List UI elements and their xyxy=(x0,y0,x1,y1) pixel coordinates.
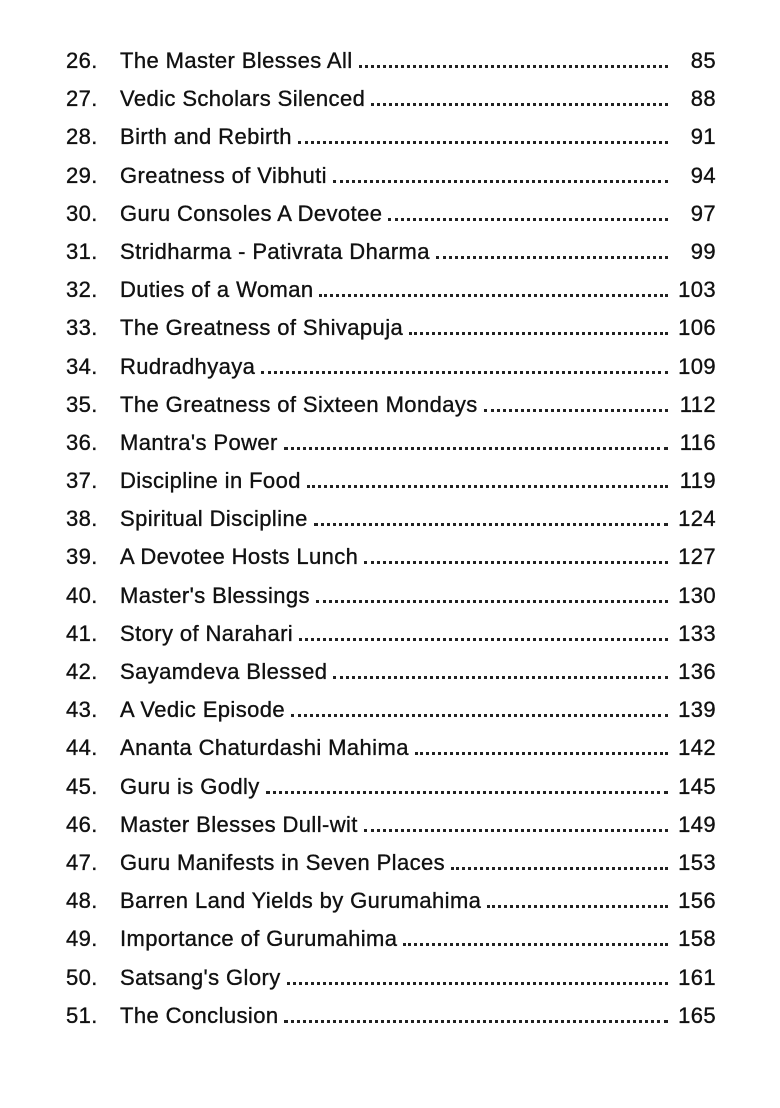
page-number: 119 xyxy=(679,468,716,494)
page-number: 106 xyxy=(678,315,716,341)
dot-leader xyxy=(284,1020,668,1023)
chapter-title: Guru Manifests in Seven Places xyxy=(120,849,446,875)
toc-entry xyxy=(66,697,716,735)
page-number: 112 xyxy=(679,391,716,417)
toc-entry xyxy=(66,583,716,621)
toc-entry xyxy=(66,888,716,926)
chapter-number: 40. xyxy=(66,582,98,608)
chapter-title: A Devotee Hosts Lunch xyxy=(120,544,359,570)
table-of-contents xyxy=(66,48,716,1041)
dot-leader xyxy=(403,943,668,946)
chapter-number: 44. xyxy=(66,735,98,761)
toc-entry xyxy=(66,468,716,506)
page-number: 165 xyxy=(678,1002,716,1028)
chapter-number: 35. xyxy=(66,391,98,417)
page-number: 149 xyxy=(678,811,716,837)
chapter-number: 50. xyxy=(66,964,98,990)
chapter-number: 28. xyxy=(66,124,98,150)
dot-leader xyxy=(359,65,668,68)
chapter-title: Barren Land Yields by Gurumahima xyxy=(120,888,482,914)
dot-leader xyxy=(364,829,668,832)
toc-entry xyxy=(66,659,716,697)
chapter-number: 31. xyxy=(66,238,98,264)
chapter-title: Satsang's Glory xyxy=(120,964,281,990)
toc-entry xyxy=(66,735,716,773)
chapter-title: Spiritual Discipline xyxy=(120,506,308,532)
dot-leader xyxy=(333,180,668,183)
page-number: 139 xyxy=(678,697,716,723)
chapter-title: Story of Narahari xyxy=(120,620,294,646)
dot-leader xyxy=(371,103,668,106)
chapter-title: Guru is Godly xyxy=(120,773,260,799)
chapter-title: Guru Consoles A Devotee xyxy=(120,200,383,226)
chapter-number: 49. xyxy=(66,926,98,952)
chapter-number: 30. xyxy=(66,200,98,226)
chapter-title: Master Blesses Dull-wit xyxy=(120,811,358,837)
chapter-number: 41. xyxy=(66,620,98,646)
toc-entry xyxy=(66,201,716,239)
page-number: 109 xyxy=(678,353,716,379)
toc-entry xyxy=(66,48,716,86)
dot-leader xyxy=(316,600,668,603)
dot-leader xyxy=(364,561,668,564)
page-number: 136 xyxy=(678,659,716,684)
chapter-number: 38. xyxy=(66,506,98,532)
chapter-number: 45. xyxy=(66,773,98,799)
dot-leader xyxy=(284,447,668,450)
dot-leader xyxy=(307,485,668,488)
toc-entry xyxy=(66,965,716,1003)
chapter-number: 51. xyxy=(66,1002,98,1028)
dot-leader xyxy=(299,638,668,641)
dot-leader xyxy=(261,371,668,374)
chapter-number: 39. xyxy=(66,544,98,570)
chapter-number: 47. xyxy=(66,849,98,875)
chapter-number: 33. xyxy=(66,315,98,341)
toc-entry xyxy=(66,1003,716,1041)
chapter-title: The Greatness of Shivapuja xyxy=(120,315,404,341)
dot-leader xyxy=(451,867,668,870)
chapter-title: Vedic Scholars Silenced xyxy=(120,86,366,112)
toc-entry xyxy=(66,430,716,468)
chapter-title: Discipline in Food xyxy=(120,468,301,494)
chapter-number: 32. xyxy=(66,277,98,303)
page-number: 88 xyxy=(690,86,716,112)
toc-entry xyxy=(66,392,716,430)
toc-entry xyxy=(66,86,716,124)
toc-entry xyxy=(66,124,716,162)
page-number: 127 xyxy=(678,544,716,570)
chapter-title: Importance of Gurumahima xyxy=(120,926,398,952)
page-number: 145 xyxy=(678,773,716,799)
page-number: 153 xyxy=(678,849,716,875)
chapter-title: Duties of a Woman xyxy=(120,277,314,303)
chapter-number: 37. xyxy=(66,468,98,494)
page-number: 99 xyxy=(690,238,716,264)
toc-entry xyxy=(66,354,716,392)
toc-entry xyxy=(66,621,716,659)
dot-leader xyxy=(298,141,668,144)
toc-entry xyxy=(66,277,716,315)
chapter-title: The Greatness of Sixteen Mondays xyxy=(120,391,478,417)
page-number: 91 xyxy=(690,124,716,150)
dot-leader xyxy=(409,332,668,335)
chapter-number: 29. xyxy=(66,162,98,188)
chapter-title: Birth and Rebirth xyxy=(120,124,292,150)
chapter-number: 34. xyxy=(66,353,98,379)
chapter-title: Greatness of Vibhuti xyxy=(120,162,327,188)
page-number: 156 xyxy=(678,888,716,914)
chapter-title: The Conclusion xyxy=(120,1002,279,1028)
chapter-number: 26. xyxy=(66,48,98,73)
toc-entry xyxy=(66,315,716,353)
chapter-title: Rudradhyaya xyxy=(120,353,256,379)
toc-entry xyxy=(66,239,716,277)
chapter-number: 48. xyxy=(66,888,98,914)
page-number: 85 xyxy=(690,48,716,73)
page-number: 94 xyxy=(690,162,716,188)
page-number: 142 xyxy=(678,735,716,761)
dot-leader xyxy=(314,523,668,526)
page-number: 116 xyxy=(679,429,716,455)
chapter-number: 43. xyxy=(66,697,98,723)
page-number: 130 xyxy=(678,582,716,608)
toc-entry xyxy=(66,506,716,544)
toc-entry xyxy=(66,812,716,850)
toc-entry xyxy=(66,850,716,888)
dot-leader xyxy=(266,791,668,794)
chapter-number: 42. xyxy=(66,659,98,684)
chapter-title: Master's Blessings xyxy=(120,582,310,608)
dot-leader xyxy=(388,218,668,221)
chapter-number: 46. xyxy=(66,811,98,837)
chapter-title: Stridharma - Pativrata Dharma xyxy=(120,238,430,264)
chapter-title: Mantra's Power xyxy=(120,429,278,455)
page-number: 133 xyxy=(678,620,716,646)
chapter-title: A Vedic Episode xyxy=(120,697,286,723)
toc-entry xyxy=(66,774,716,812)
dot-leader xyxy=(291,714,668,717)
dot-leader xyxy=(319,294,668,297)
dot-leader xyxy=(415,752,668,755)
page-number: 97 xyxy=(690,200,716,226)
page-number: 124 xyxy=(678,506,716,532)
dot-leader xyxy=(333,676,668,679)
toc-entry xyxy=(66,544,716,582)
chapter-title: Ananta Chaturdashi Mahima xyxy=(120,735,409,761)
chapter-title: The Master Blesses All xyxy=(120,48,353,73)
dot-leader xyxy=(487,905,668,908)
dot-leader xyxy=(484,409,668,412)
chapter-number: 36. xyxy=(66,429,98,455)
page-number: 103 xyxy=(678,277,716,303)
dot-leader xyxy=(436,256,668,259)
chapter-number: 27. xyxy=(66,86,98,112)
page-number: 158 xyxy=(678,926,716,952)
page-number: 161 xyxy=(678,964,716,990)
toc-entry xyxy=(66,163,716,201)
toc-entry xyxy=(66,926,716,964)
chapter-title: Sayamdeva Blessed xyxy=(120,659,328,684)
dot-leader xyxy=(287,982,668,985)
